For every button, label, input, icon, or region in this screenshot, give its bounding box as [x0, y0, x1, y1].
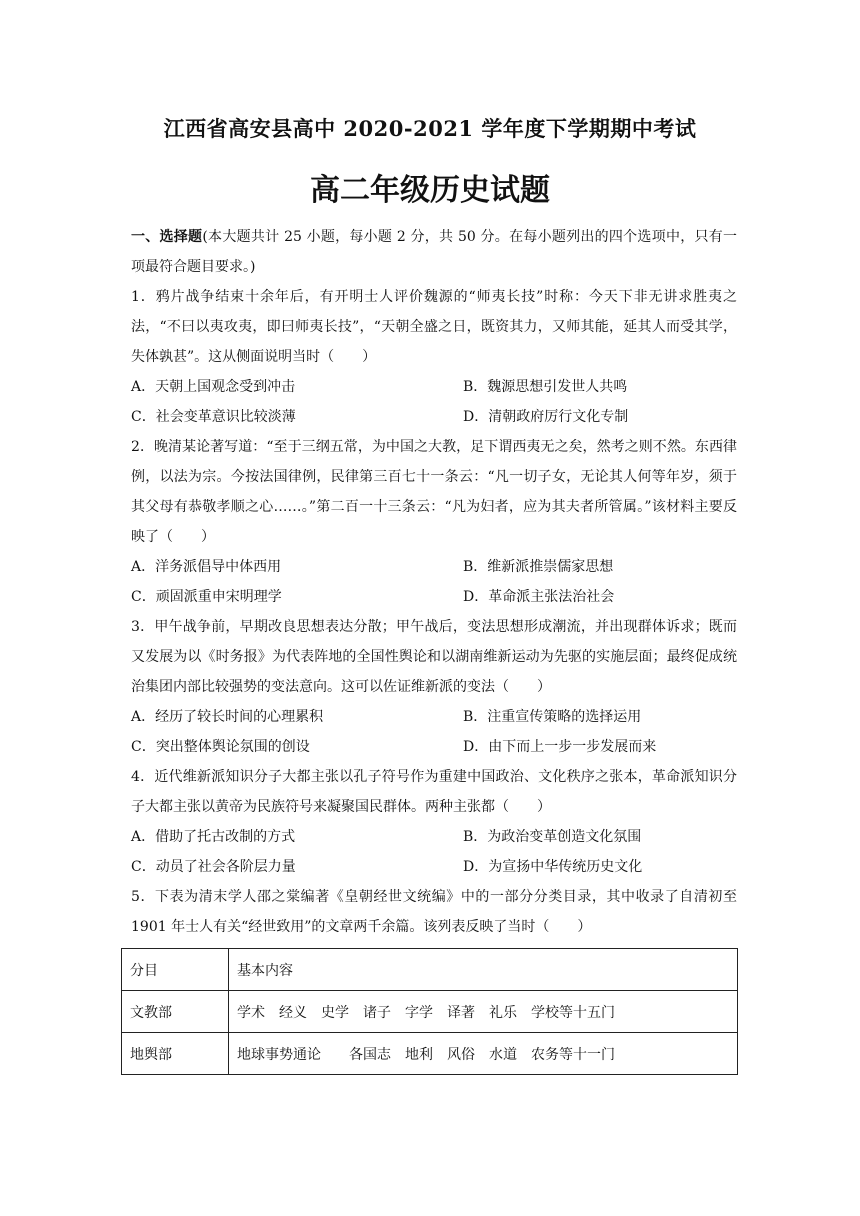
- option-d: D．由下而上一步一步发展而来: [463, 739, 657, 755]
- exam-content: [131, 222, 737, 942]
- exam-subtitle: 高二年级历史试题: [310, 173, 550, 208]
- question-stem: 5．下表为清末学人邵之棠编著《皇朝经世文统编》中的一部分分类目录，其中收录了自清初至 1901 年士人有关“经世致用”的文章两千余篇。该列表反映了当时（ ）: [131, 889, 737, 935]
- category-table: [121, 948, 738, 1075]
- question-3: [131, 612, 737, 762]
- section-instruction-text: (本大题共计 25 小题，每小题 2 分，共 50 分。在每小题列出的四个选项中，只有一项最符合题目要求。): [131, 229, 738, 275]
- section-label: 一、选择题: [131, 229, 203, 245]
- option-b: B．维新派推崇儒家思想: [463, 559, 614, 575]
- option-d: D．为宣扬中华传统历史文化: [463, 859, 643, 875]
- question-1: [131, 282, 737, 432]
- option-a: A．洋务派倡导中体西用: [131, 559, 282, 575]
- table-cell: 地舆部: [122, 1033, 229, 1075]
- option-c: C．社会变革意识比较淡薄: [131, 409, 296, 425]
- table-cell: 学术 经义 史学 诸子 字学 译著 礼乐 学校等十五门: [229, 991, 738, 1033]
- option-c: C．突出整体舆论氛围的创设: [131, 739, 310, 755]
- question-stem: 3．甲午战争前，早期改良思想表达分散；甲午战后，变法思想形成潮流，并出现群体诉求；既而又发展为以《时务报》为代表阵地的全国性舆论和以湖南维新运动为先驱的实施层面；最终促成统治集团内部比较强势的变法意向。这可以佐证维新派的变法（ ）: [131, 619, 737, 695]
- option-a: A．经历了较长时间的心理累积: [131, 709, 324, 725]
- question-options: [131, 372, 737, 432]
- table-cell: 文教部: [122, 991, 229, 1033]
- table-row: [122, 991, 738, 1033]
- option-d: D．革命派主张法治社会: [463, 589, 615, 605]
- option-a: A．借助了托古改制的方式: [131, 829, 296, 845]
- table-row: [122, 1033, 738, 1075]
- option-a: A．天朝上国观念受到冲击: [131, 379, 296, 395]
- exam-title: 江西省高安县高中 2020-2021 学年度下学期期中考试: [163, 116, 697, 141]
- question-stem: 1．鸦片战争结束十余年后，有开明士人评价魏源的“师夷长技”时称：今天下非无讲求胜夷之法，“不曰以夷攻夷，即曰师夷长技”，“天朝全盛之日，既资其力，又师其能，延其人而受其学，失体孰甚”。这从侧面说明当时（ ）: [131, 289, 737, 365]
- question-stem: 2．晚清某论著写道：“至于三纲五常，为中国之大教，足下谓西夷无之矣，然考之则不然。东西律例，以法为宗。今按法国律例，民律第三百七十一条云：“凡一切子女，无论其人何等年岁，须于其父母有恭敬孝顺之心……。”第二百一十三条云：“凡为妇者，应为其夫者所管属。”该材料主要反映了（ ）: [131, 439, 737, 545]
- question-5: [131, 882, 737, 942]
- question-options: [131, 822, 737, 882]
- option-c: C．顽固派重申宋明理学: [131, 589, 282, 605]
- table-cell: 地球事势通论 各国志 地利 风俗 水道 农务等十一门: [229, 1033, 738, 1075]
- section-instructions: [131, 222, 737, 282]
- question-options: [131, 702, 737, 762]
- option-b: B．为政治变革创造文化氛围: [463, 829, 642, 845]
- question-options: [131, 552, 737, 612]
- question-4: [131, 762, 737, 882]
- option-b: B．魏源思想引发世人共鸣: [463, 379, 628, 395]
- question-2: [131, 432, 737, 612]
- option-d: D．清朝政府厉行文化专制: [463, 409, 629, 425]
- table-header-row: [122, 949, 738, 991]
- table-header-cell: 分目: [122, 949, 229, 991]
- option-c: C．动员了社会各阶层力量: [131, 859, 296, 875]
- option-b: B．注重宣传策略的选择运用: [463, 709, 642, 725]
- table-header-cell: 基本内容: [229, 949, 738, 991]
- question-stem: 4．近代维新派知识分子大都主张以孔子符号作为重建中国政治、文化秩序之张本，革命派知识分子大都主张以黄帝为民族符号来凝聚国民群体。两种主张都（ ）: [131, 769, 737, 815]
